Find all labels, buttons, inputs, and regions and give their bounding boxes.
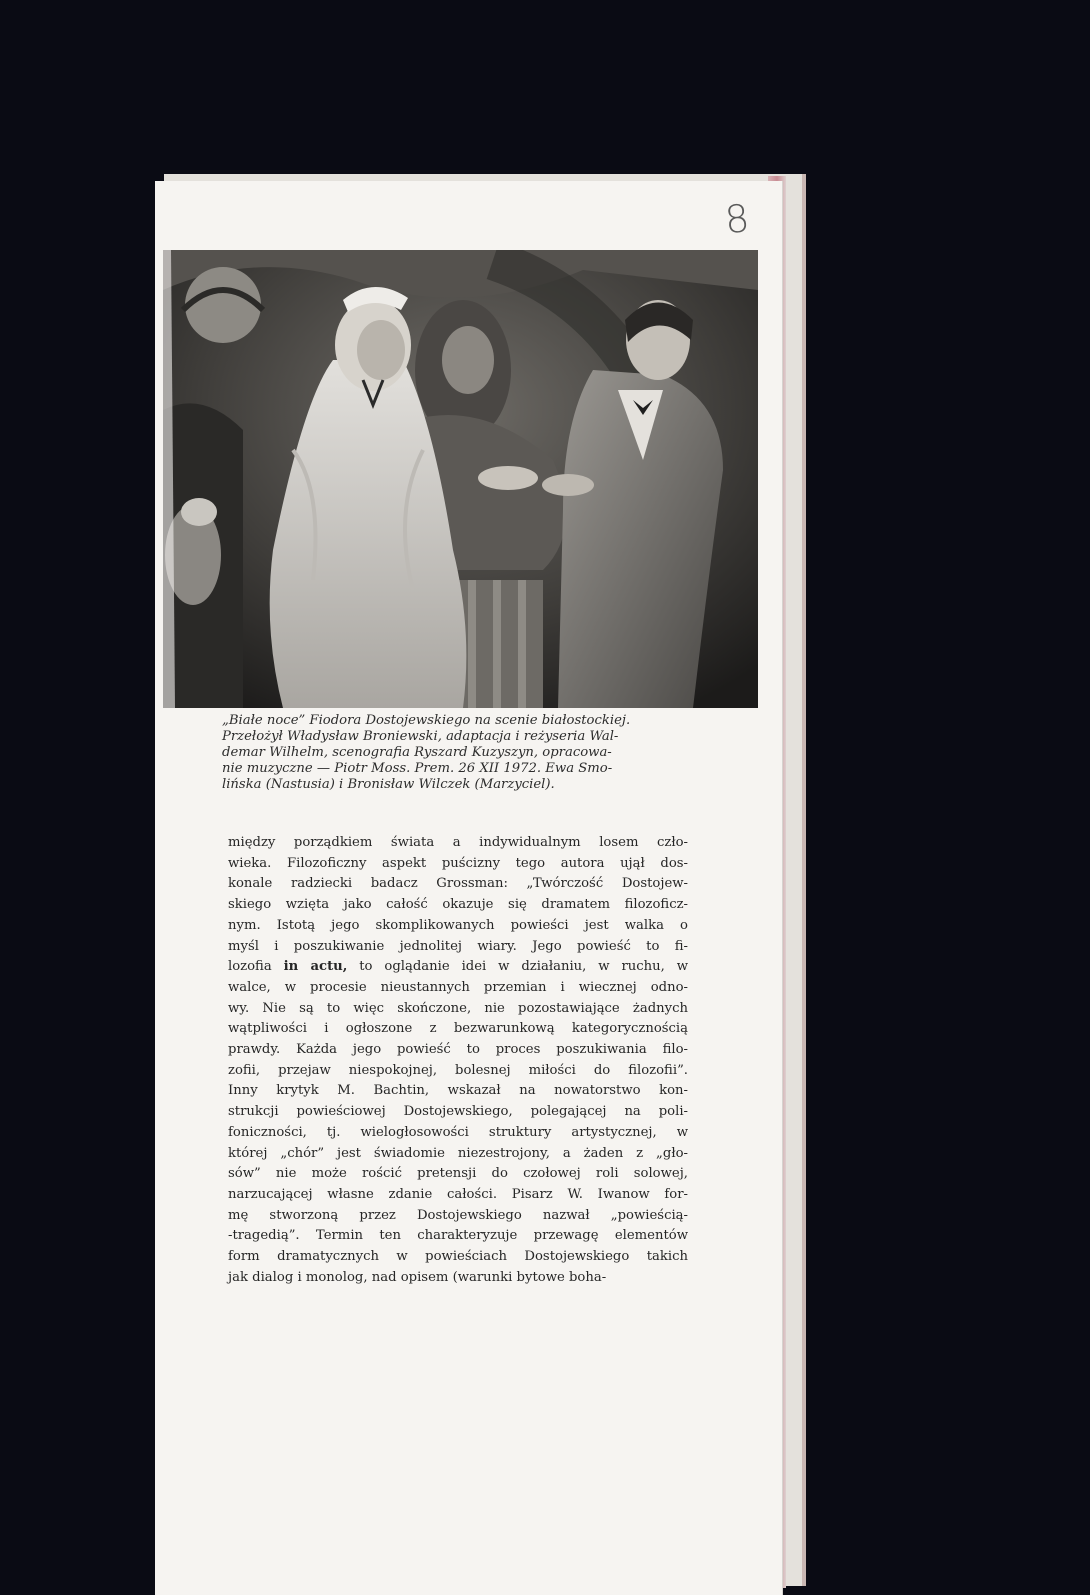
text-line: prawdy. Każda jego powieść to proces poszukiwania filo- [228, 1042, 688, 1058]
stage-photograph [163, 250, 758, 708]
text-line: między porządkiem świata a indywidualnym losem czło- [228, 835, 688, 850]
text-line: myśl i poszukiwanie jednolitej wiary. Jego powieść to fi- [228, 938, 688, 954]
text-line: sów” nie może rościć pretensji do czołowej roli solowej, [228, 1166, 688, 1182]
text-line [228, 957, 688, 978]
body-paragraph [228, 833, 688, 1288]
text-line: Inny krytyk M. Bachtin, wskazał na nowatorstwo kon- [228, 1083, 688, 1099]
text-line: -tragedią”. Termin ten charakteryzuje przewagę elementów [228, 1228, 688, 1244]
caption-line: Przełożył Władysław Broniewski, adaptacja i reżyseria Wal- [222, 729, 619, 744]
handwritten-page-number: 8 [722, 195, 752, 243]
text-line: której „chór” jest świadomie niezestrojony, a żaden z „gło- [228, 1145, 688, 1161]
text-line: wy. Nie są to więc skończone, nie pozostawiające żadnych [228, 1000, 688, 1016]
text-line: strukcji powieściowej Dostojewskiego, polegającej na poli- [228, 1104, 688, 1120]
text-run: lozofia [228, 959, 284, 975]
text-line: mę stworzoną przez Dostojewskiego nazwał „powieścią- [228, 1207, 688, 1223]
text-line: walce, w procesie nieustannych przemian i wiecznej odno- [228, 979, 688, 995]
caption-line: demar Wilhelm, scenografia Ryszard Kuzyszyn, opracowa- [222, 745, 612, 760]
text-line: konale radziecki badacz Grossman: „Twórczość Dostojew- [228, 876, 688, 892]
caption-line: nie muzyczne — Piotr Moss. Prem. 26 XII 1972. Ewa Smo- [222, 761, 613, 776]
text-line: nym. Istotą jego skomplikowanych powieści jest walka o [228, 917, 688, 933]
text-line: skiego wzięta jako całość okazuje się dramatem filozoficz- [228, 897, 688, 913]
caption-line: „Białe noce” Fiodora Dostojewskiego na scenie białostockiej. [222, 713, 631, 728]
text-line: wątpliwości i ogłoszone z bezwarunkową kategorycznością [228, 1021, 688, 1037]
text-line: zofii, przejaw niespokojnej, bolesnej miłości do filozofii”. [228, 1062, 688, 1078]
caption-line: lińska (Nastusia) i Bronisław Wilczek (Marzyciel). [222, 777, 555, 792]
bold-phrase: in actu, [283, 959, 348, 975]
text-line: wieka. Filozoficzny aspekt puścizny tego autora ujął dos- [228, 855, 688, 871]
text-run: to oglądanie idei w działaniu, w ruchu, w [347, 959, 688, 975]
text-line: jak dialog i monolog, nad opisem (warunki bytowe boha- [228, 1269, 607, 1285]
text-line: foniczności, tj. wielogłosowości struktury artystycznej, w [228, 1124, 688, 1140]
photo-caption [222, 713, 722, 793]
text-line: form dramatycznych w powieściach Dostojewskiego takich [228, 1249, 688, 1265]
text-line: narzucającej własne zdanie całości. Pisarz W. Iwanow for- [228, 1186, 688, 1202]
stage-photograph-icon [163, 250, 758, 708]
